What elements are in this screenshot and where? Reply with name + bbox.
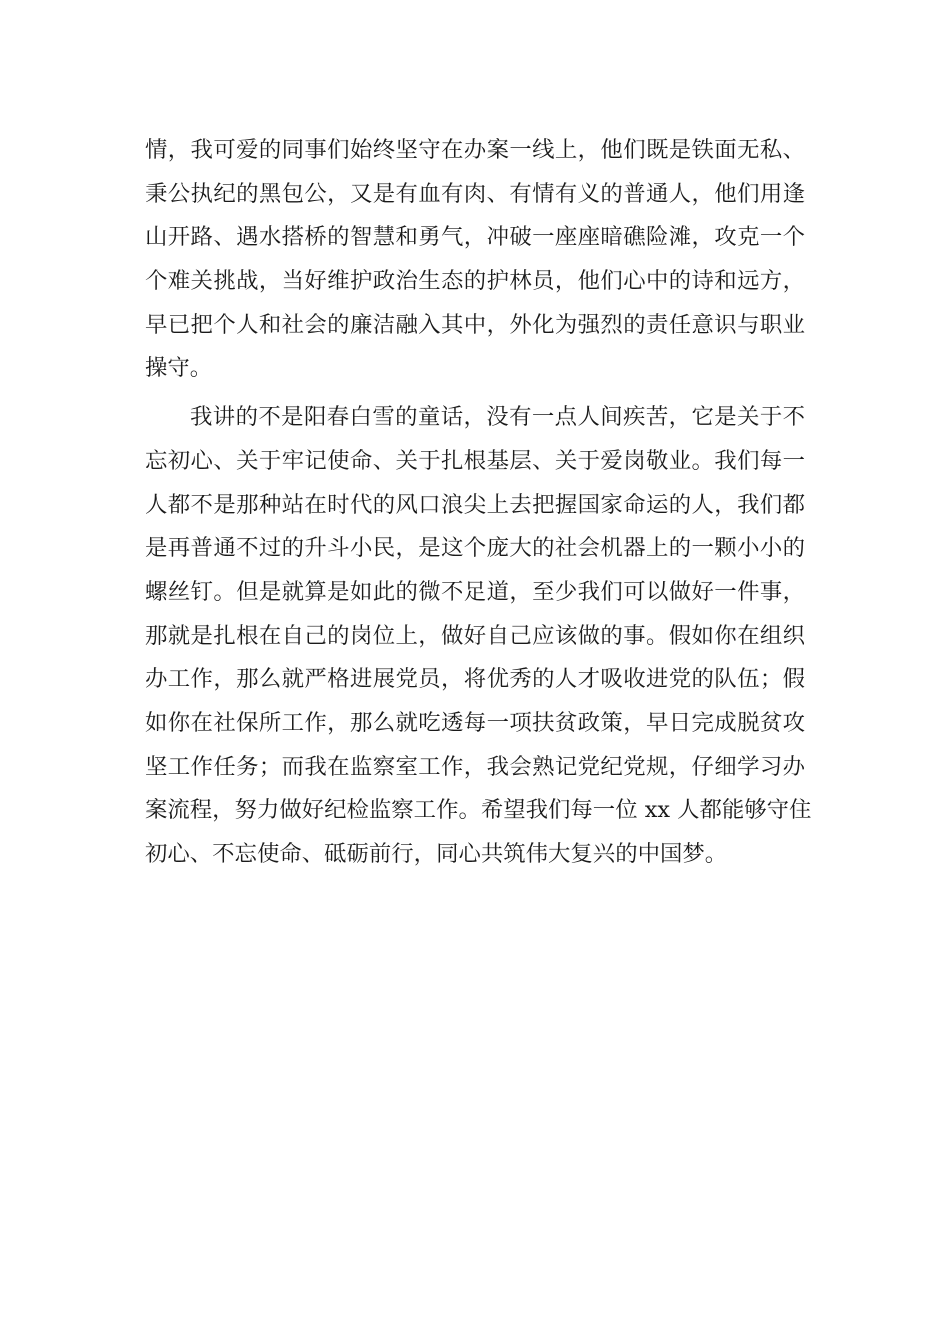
text-line: 螺丝钉。但是就算是如此的微不足道，至少我们可以做好一件事， xyxy=(145,578,805,605)
text-line: 办工作，那么就严格进展党员，将优秀的人才吸收进党的队伍；假 xyxy=(145,666,805,693)
text-line: 操守。 xyxy=(145,355,213,382)
text-line: 忘初心、关于牢记使命、关于扎根基层、关于爱岗敬业。我们每一 xyxy=(145,447,805,474)
paragraph-1 xyxy=(145,129,805,391)
text-line: 情，我可爱的同事们始终坚守在办案一线上，他们既是铁面无私、 xyxy=(145,137,805,163)
document-body xyxy=(145,129,812,877)
text-line: 初心、不忘使命、砥砺前行，同心共筑伟大复兴的中国梦。 xyxy=(145,841,728,867)
text-line: 如你在社保所工作，那么就吃透每一项扶贫政策，早日完成脱贫攻 xyxy=(145,709,805,736)
text-line: 是再普通不过的升斗小民，是这个庞大的社会机器上的一颗小小的 xyxy=(145,535,805,562)
text-line: 山开路、遇水搭桥的智慧和勇气，冲破一座座暗礁险滩，攻克一个 xyxy=(145,224,805,251)
text-line: 我讲的不是阳春白雪的童话，没有一点人间疾苦，它是关于不 xyxy=(190,404,805,431)
paragraph-2 xyxy=(145,396,812,877)
text-line: 那就是扎根在自己的岗位上，做好自己应该做的事。假如你在组织 xyxy=(145,622,805,649)
text-line: 早已把个人和社会的廉洁融入其中，外化为强烈的责任意识与职业 xyxy=(145,311,805,338)
text-line: 案流程，努力做好纪检监察工作。希望我们每一位 xx 人都能够守住 xyxy=(145,797,812,824)
text-line: 坚工作任务；而我在监察室工作，我会熟记党纪党规，仔细学习办 xyxy=(145,753,805,780)
text-line: 秉公执纪的黑包公，又是有血有肉、有情有义的普通人，他们用逢 xyxy=(145,180,805,207)
text-line: 人都不是那种站在时代的风口浪尖上去把握国家命运的人，我们都 xyxy=(145,491,805,518)
text-line: 个难关挑战，当好维护政治生态的护林员，他们心中的诗和远方， xyxy=(145,268,805,295)
